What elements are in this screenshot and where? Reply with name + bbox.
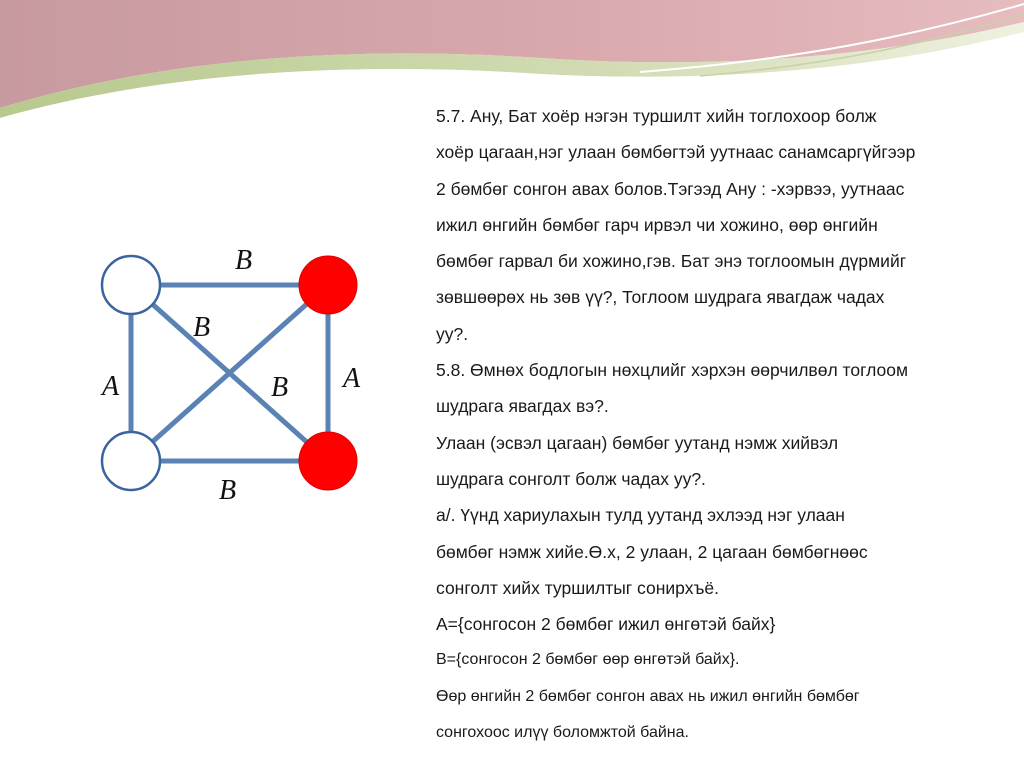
edge-label-center: B <box>271 372 289 403</box>
text-line: шудрага явагдах вэ?. <box>436 396 609 417</box>
edge-label-diag: B <box>193 312 211 343</box>
text-line: уу?. <box>436 323 469 344</box>
text-line: бөмбөг нэмж хийе.Ө.х, 2 улаан, 2 цагаан бөмбөгнөөс <box>436 541 868 562</box>
text-line: Улаан (эсвэл цагаан) бөмбөг уутанд нэмж хийвэл <box>436 432 839 453</box>
text-line: шудрага сонголт болж чадах уу?. <box>436 468 706 489</box>
text-line: сонгохоос илүү боломжтой байна. <box>436 724 689 742</box>
text-line: бөмбөг гарвал би хожино,гэв. Бат энэ тоглоомын дүрмийг <box>436 251 907 272</box>
text-line: зөвшөөрөх нь зөв үү?, Тоглоом шудрага явагдаж чадах <box>436 287 885 308</box>
edge-label-left: A <box>102 371 120 402</box>
text-line: 2 бөмбөг сонгон авах болов.Тэгээд Ану : -хэрвээ, уутнаас <box>436 178 905 199</box>
text-line: а/. Үүнд хариулахын тулд уутанд эхлээд нэг улаан <box>436 505 845 526</box>
node-bottom-left-white <box>102 432 160 490</box>
text-line: B={сонгосон 2 бөмбөг өөр өнгөтэй байх}. <box>436 651 740 669</box>
text-line: A={сонгосон 2 бөмбөг ижил өнгөтэй байх} <box>436 614 776 635</box>
text-line: Өөр өнгийн 2 бөмбөг сонгон авах нь ижил өнгийн бөмбөг <box>436 687 860 705</box>
text-line: сонголт хийх туршилтыг сонирхъё. <box>436 577 719 598</box>
problem-text <box>436 98 1006 751</box>
text-line: ижил өнгийн бөмбөг гарч ирвэл чи хожино, өөр өнгийн <box>436 214 878 235</box>
node-top-right-red <box>299 256 357 314</box>
node-top-left-white <box>102 256 160 314</box>
edge-label-bottom: B <box>219 475 237 506</box>
text-line: хоёр цагаан,нэг улаан бөмбөгтэй уутнаас санамсаргүйгээр <box>436 142 916 163</box>
text-line: 5.8. Өмнөх бодлогын нөхцлийг хэрхэн өөрчилвөл тоглоом <box>436 360 908 381</box>
edge-label-right: A <box>343 363 361 394</box>
text-line: 5.7. Ану, Бат хоёр нэгэн туршилт хийн тоглохоор болж <box>436 106 877 126</box>
node-bottom-right-red <box>299 432 357 490</box>
graph-edges <box>131 285 328 461</box>
edge-label-top: B <box>235 245 253 276</box>
